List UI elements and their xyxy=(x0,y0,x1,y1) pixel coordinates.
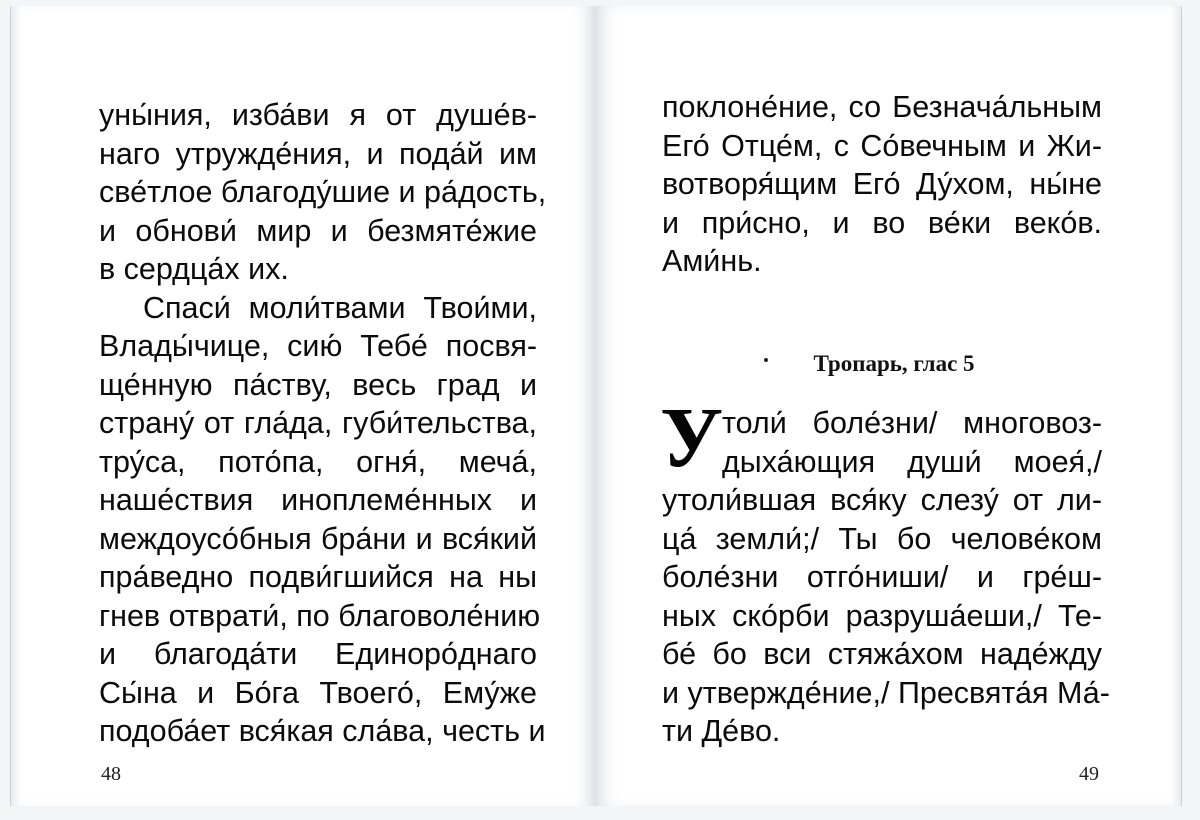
page-number-right: 49 xyxy=(1079,763,1099,785)
text-line: Спаси́ моли́твами Твои́ми, xyxy=(143,290,537,325)
text-line: наго утружде́ния, и пода́й им xyxy=(99,136,537,171)
page-edge-shadow xyxy=(11,6,21,806)
text-line: уны́ния, изба́ви я от душе́в- xyxy=(99,98,537,132)
text-line: поклоне́ние, со Безнача́льным xyxy=(662,90,1102,124)
text-line: пра́ведно подви́гшийся на ны xyxy=(99,560,537,594)
text-line: страну́ от гла́да, губи́тельства, xyxy=(99,406,537,440)
page-edge-shadow xyxy=(1171,6,1181,806)
text-line: утоли́вшая вся́ку слезу́ от ли- xyxy=(662,483,1102,517)
text-line: и утвержде́ние,/ Пресвята́я Ма́- xyxy=(662,675,1110,710)
text-line: в сердца́х их. xyxy=(99,252,289,286)
text-line: Ами́нь. xyxy=(662,244,762,278)
text-line: боле́зни отго́ниши/ и гре́ш- xyxy=(662,560,1102,594)
text-line: тру́са, пото́па, огня́, меча́, xyxy=(99,444,537,479)
text-line: наше́ствия иноплеме́нных и xyxy=(99,483,537,517)
text-line: бе́ бо вси стяжа́хом наде́жду xyxy=(662,637,1102,671)
text-line: и при́сно, и во ве́ки веко́в. xyxy=(662,205,1102,240)
text-line: вотворя́щим Его́ Ду́хом, ны́не xyxy=(662,167,1102,201)
text-line: ти Де́во. xyxy=(662,714,781,748)
section-heading: Тропарь, глас 5 xyxy=(813,351,975,376)
text-line: дыха́ющия души́ моея́,/ xyxy=(722,444,1102,479)
text-line: толи́ боле́зни/ многовоз- xyxy=(722,406,1102,440)
text-line: ца́ земли́;/ Ты бо челове́ком xyxy=(662,521,1102,556)
text-line: ще́нную па́ству, весь град и xyxy=(99,367,537,402)
text-line: Его́ Отце́м, с Со́вечным и Жи- xyxy=(662,128,1102,163)
text-line: Сы́на и Бо́га Твоего́, Ему́же xyxy=(99,675,537,710)
text-line: Влады́чице, сию́ Тебе́ посвя- xyxy=(99,329,537,363)
text-line: подоба́ет вся́кая сла́ва, честь и xyxy=(99,714,546,748)
text-line: гнев отврати́, по благоволе́нию xyxy=(99,598,541,633)
text-line: и обнови́ мир и безмяте́жие xyxy=(99,213,537,248)
left-page-body xyxy=(99,96,547,751)
text-line: междоусо́бныя бра́ни и вся́кий xyxy=(99,521,537,556)
text-line: ных ско́рби разруша́еши,/ Те- xyxy=(662,598,1102,633)
right-page xyxy=(594,6,1182,806)
right-page-doxology xyxy=(662,88,1102,281)
page-number-left: 48 xyxy=(101,763,121,785)
troparion-text xyxy=(662,404,1110,751)
drop-cap: У xyxy=(660,389,724,485)
text-line: све́тлое благоду́шие и ра́дость, xyxy=(99,175,547,209)
left-page xyxy=(10,6,594,806)
text-line: и благода́ти Единоро́днаго xyxy=(99,637,537,671)
